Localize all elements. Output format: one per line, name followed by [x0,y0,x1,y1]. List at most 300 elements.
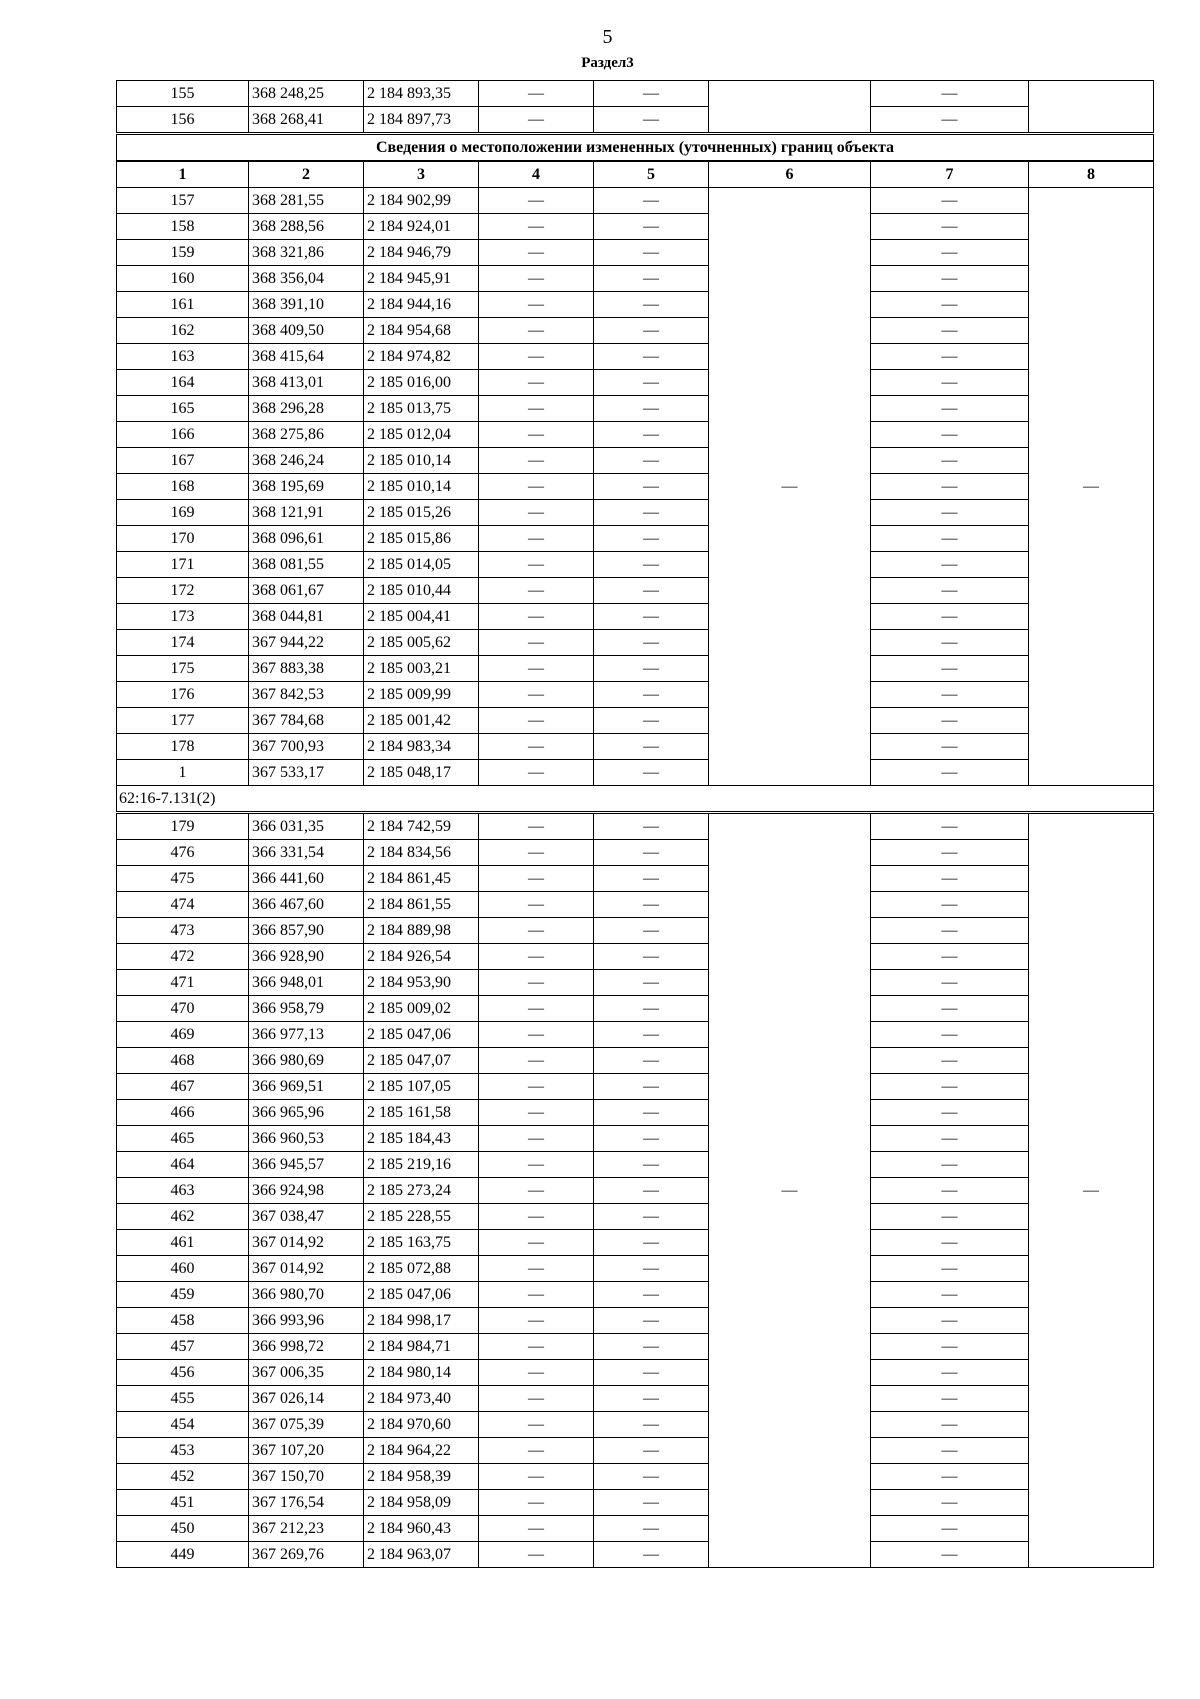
col4-dash-cell: — [479,1542,594,1568]
point-number-cell: 464 [117,1152,249,1178]
col7-dash-cell: — [871,656,1029,682]
col7-dash-cell: — [871,500,1029,526]
coord-x-cell: 368 391,10 [249,292,364,318]
coord-y-cell: 2 184 998,17 [364,1308,479,1334]
col4-dash-cell: — [479,656,594,682]
col7-dash-cell: — [871,526,1029,552]
table-row [117,81,1154,107]
col4-dash-cell: — [479,396,594,422]
table-row [117,892,1154,918]
col4-dash-cell: — [479,1438,594,1464]
coord-x-cell: 366 998,72 [249,1334,364,1360]
col7-dash-cell: — [871,81,1029,107]
col5-dash-cell: — [594,1516,709,1542]
table-row [117,604,1154,630]
col7-dash-cell: — [871,944,1029,970]
coord-x-cell: 366 980,69 [249,1048,364,1074]
col5-dash-cell: — [594,1074,709,1100]
table-row [117,1334,1154,1360]
col7-dash-cell: — [871,1334,1029,1360]
col4-dash-cell: — [479,630,594,656]
col7-dash-cell: — [871,604,1029,630]
point-number-cell: 163 [117,344,249,370]
col4-dash-cell: — [479,1152,594,1178]
coord-y-cell: 2 185 219,16 [364,1152,479,1178]
col5-dash-cell: — [594,422,709,448]
coord-y-cell: 2 184 902,99 [364,188,479,214]
col5-dash-cell: — [594,448,709,474]
col4-dash-cell: — [479,1022,594,1048]
table-row [117,396,1154,422]
col7-dash-cell: — [871,1282,1029,1308]
point-number-cell: 474 [117,892,249,918]
col5-dash-cell: — [594,866,709,892]
point-number-cell: 472 [117,944,249,970]
coord-x-cell: 367 014,92 [249,1230,364,1256]
point-number-cell: 159 [117,240,249,266]
table-row [117,1074,1154,1100]
object-label-row [117,786,1154,813]
coord-y-cell: 2 185 014,05 [364,552,479,578]
coord-y-cell: 2 184 980,14 [364,1360,479,1386]
point-number-cell: 471 [117,970,249,996]
table-row [117,500,1154,526]
col5-dash-cell: — [594,1412,709,1438]
coord-y-cell: 2 184 946,79 [364,240,479,266]
coord-y-cell: 2 185 016,00 [364,370,479,396]
table-row [117,344,1154,370]
col4-dash-cell: — [479,107,594,134]
coord-y-cell: 2 184 963,07 [364,1542,479,1568]
col5-dash-cell: — [594,1256,709,1282]
point-number-cell: 171 [117,552,249,578]
point-number-cell: 469 [117,1022,249,1048]
coord-y-cell: 2 184 964,22 [364,1438,479,1464]
coord-x-cell: 368 246,24 [249,448,364,474]
col5-dash-cell: — [594,1282,709,1308]
col7-dash-cell: — [871,840,1029,866]
col5-dash-cell: — [594,214,709,240]
coord-y-cell: 2 185 015,26 [364,500,479,526]
column-number-6: 6 [709,161,871,188]
col5-dash-cell: — [594,1334,709,1360]
coord-x-cell: 366 467,60 [249,892,364,918]
coord-y-cell: 2 184 945,91 [364,266,479,292]
col5-dash-cell: — [594,944,709,970]
col7-dash-cell: — [871,396,1029,422]
col5-dash-cell: — [594,107,709,134]
point-number-cell: 449 [117,1542,249,1568]
point-number-cell: 460 [117,1256,249,1282]
table-row [117,1126,1154,1152]
section-heading: Сведения о местоположении измененных (уточненных) границ объекта [117,134,1154,162]
table-row [117,240,1154,266]
column-number-3: 3 [364,161,479,188]
col5-dash-cell: — [594,240,709,266]
col5-dash-cell: — [594,292,709,318]
coord-x-cell: 366 958,79 [249,996,364,1022]
coord-x-cell: 368 081,55 [249,552,364,578]
point-number-cell: 1 [117,760,249,786]
col7-dash-cell: — [871,708,1029,734]
point-number-cell: 161 [117,292,249,318]
col7-dash-cell: — [871,292,1029,318]
coord-y-cell: 2 185 047,06 [364,1282,479,1308]
table-row [117,318,1154,344]
col5-dash-cell: — [594,708,709,734]
coord-x-cell: 368 288,56 [249,214,364,240]
point-number-cell: 450 [117,1516,249,1542]
point-number-cell: 177 [117,708,249,734]
coord-y-cell: 2 185 107,05 [364,1074,479,1100]
col5-dash-cell: — [594,370,709,396]
col4-dash-cell: — [479,1360,594,1386]
point-number-cell: 462 [117,1204,249,1230]
col4-dash-cell: — [479,918,594,944]
col4-dash-cell: — [479,240,594,266]
coord-x-cell: 368 356,04 [249,266,364,292]
point-number-cell: 451 [117,1490,249,1516]
col7-dash-cell: — [871,1464,1029,1490]
coord-x-cell: 367 883,38 [249,656,364,682]
col5-dash-cell: — [594,500,709,526]
point-number-cell: 176 [117,682,249,708]
col4-dash-cell: — [479,500,594,526]
col7-dash-cell: — [871,1412,1029,1438]
col7-dash-cell: — [871,266,1029,292]
coord-x-cell: 368 061,67 [249,578,364,604]
col7-dash-cell: — [871,682,1029,708]
coord-x-cell: 368 275,86 [249,422,364,448]
coord-x-cell: 367 014,92 [249,1256,364,1282]
table-row [117,918,1154,944]
col4-dash-cell: — [479,1412,594,1438]
col5-dash-cell: — [594,396,709,422]
coord-x-cell: 366 965,96 [249,1100,364,1126]
point-number-cell: 455 [117,1386,249,1412]
coord-x-cell: 366 924,98 [249,1178,364,1204]
coord-x-cell: 367 176,54 [249,1490,364,1516]
col5-dash-cell: — [594,318,709,344]
col4-dash-cell: — [479,318,594,344]
coord-x-cell: 367 842,53 [249,682,364,708]
point-number-cell: 476 [117,840,249,866]
col4-dash-cell: — [479,1230,594,1256]
col5-dash-cell: — [594,1152,709,1178]
coord-y-cell: 2 184 983,34 [364,734,479,760]
point-number-cell: 465 [117,1126,249,1152]
col5-dash-cell: — [594,760,709,786]
coord-y-cell: 2 185 048,17 [364,760,479,786]
col4-dash-cell: — [479,1386,594,1412]
col4-dash-cell: — [479,266,594,292]
table-row [117,1464,1154,1490]
table-row [117,1360,1154,1386]
coord-y-cell: 2 184 944,16 [364,292,479,318]
coord-x-cell: 368 321,86 [249,240,364,266]
col5-dash-cell: — [594,604,709,630]
col4-dash-cell: — [479,188,594,214]
col4-dash-cell: — [479,996,594,1022]
coord-x-cell: 367 944,22 [249,630,364,656]
col7-dash-cell: — [871,866,1029,892]
point-number-cell: 466 [117,1100,249,1126]
coord-y-cell: 2 184 861,45 [364,866,479,892]
table-row [117,370,1154,396]
coord-x-cell: 366 993,96 [249,1308,364,1334]
col4-dash-cell: — [479,813,594,840]
coord-y-cell: 2 185 001,42 [364,708,479,734]
table-row [117,1178,1154,1204]
point-number-cell: 179 [117,813,249,840]
col7-dash-cell: — [871,892,1029,918]
col5-dash-cell: — [594,188,709,214]
table-row [117,526,1154,552]
col4-dash-cell: — [479,944,594,970]
col5-dash-cell: — [594,918,709,944]
table-row [117,1516,1154,1542]
coord-x-cell: 366 977,13 [249,1022,364,1048]
column-number-7: 7 [871,161,1029,188]
coord-x-cell: 368 415,64 [249,344,364,370]
col4-dash-cell: — [479,892,594,918]
table-row [117,578,1154,604]
col7-dash-cell: — [871,448,1029,474]
col5-dash-cell: — [594,1360,709,1386]
col7-dash-cell: — [871,318,1029,344]
col7-dash-cell: — [871,422,1029,448]
table-row [117,448,1154,474]
coord-y-cell: 2 184 953,90 [364,970,479,996]
col5-dash-cell: — [594,996,709,1022]
point-number-cell: 473 [117,918,249,944]
coord-y-cell: 2 185 010,14 [364,474,479,500]
coord-y-cell: 2 184 861,55 [364,892,479,918]
col4-dash-cell: — [479,840,594,866]
table-row [117,188,1154,214]
object-label: 62:16-7.131(2) [117,786,1154,813]
col5-dash-cell: — [594,1464,709,1490]
point-number-cell: 452 [117,1464,249,1490]
col7-dash-cell: — [871,1542,1029,1568]
col4-dash-cell: — [479,1464,594,1490]
coord-x-cell: 366 928,90 [249,944,364,970]
coord-x-cell: 367 107,20 [249,1438,364,1464]
col4-dash-cell: — [479,1126,594,1152]
table-row [117,1022,1154,1048]
col4-dash-cell: — [479,292,594,318]
coord-y-cell: 2 184 954,68 [364,318,479,344]
coord-y-cell: 2 185 047,06 [364,1022,479,1048]
col5-dash-cell: — [594,474,709,500]
coord-x-cell: 367 700,93 [249,734,364,760]
col5-dash-cell: — [594,1048,709,1074]
coord-x-cell: 366 331,54 [249,840,364,866]
coord-y-cell: 2 184 974,82 [364,344,479,370]
col7-dash-cell: — [871,813,1029,840]
table-row [117,1542,1154,1568]
col5-dash-cell: — [594,1178,709,1204]
coord-y-cell: 2 185 010,14 [364,448,479,474]
coord-y-cell: 2 185 161,58 [364,1100,479,1126]
heading-row [117,134,1154,162]
point-number-cell: 453 [117,1438,249,1464]
col5-dash-cell: — [594,1308,709,1334]
point-number-cell: 169 [117,500,249,526]
table-row [117,1386,1154,1412]
column-numbers-row [117,161,1154,188]
point-number-cell: 170 [117,526,249,552]
table-row [117,1048,1154,1074]
col4-dash-cell: — [479,1282,594,1308]
col5-dash-cell: — [594,344,709,370]
col4-dash-cell: — [479,526,594,552]
point-number-cell: 456 [117,1360,249,1386]
col4-dash-cell: — [479,1100,594,1126]
col4-dash-cell: — [479,422,594,448]
col4-dash-cell: — [479,1178,594,1204]
col4-dash-cell: — [479,734,594,760]
point-number-cell: 470 [117,996,249,1022]
coord-x-cell: 368 121,91 [249,500,364,526]
coord-x-cell: 367 269,76 [249,1542,364,1568]
coord-x-cell: 368 044,81 [249,604,364,630]
col4-dash-cell: — [479,1074,594,1100]
coord-x-cell: 368 096,61 [249,526,364,552]
col5-dash-cell: — [594,1438,709,1464]
column-number-5: 5 [594,161,709,188]
table-row [117,1282,1154,1308]
coord-x-cell: 368 296,28 [249,396,364,422]
col4-dash-cell: — [479,344,594,370]
table-row [117,760,1154,786]
table-row [117,630,1154,656]
col5-dash-cell: — [594,266,709,292]
col7-dash-cell: — [871,1490,1029,1516]
table-row [117,474,1154,500]
col4-dash-cell: — [479,448,594,474]
col7-dash-cell: — [871,107,1029,134]
coord-x-cell: 366 948,01 [249,970,364,996]
table-row [117,1256,1154,1282]
coord-x-cell: 368 413,01 [249,370,364,396]
col5-dash-cell: — [594,1386,709,1412]
coord-y-cell: 2 184 958,09 [364,1490,479,1516]
point-number-cell: 467 [117,1074,249,1100]
col4-dash-cell: — [479,1308,594,1334]
coord-y-cell: 2 185 163,75 [364,1230,479,1256]
point-number-cell: 461 [117,1230,249,1256]
col4-dash-cell: — [479,1334,594,1360]
coord-y-cell: 2 185 004,41 [364,604,479,630]
point-number-cell: 167 [117,448,249,474]
coord-x-cell: 368 409,50 [249,318,364,344]
col4-dash-cell: — [479,1516,594,1542]
col7-dash-cell: — [871,1360,1029,1386]
column-number-1: 1 [117,161,249,188]
table-row [117,422,1154,448]
col7-dash-cell: — [871,970,1029,996]
coord-x-cell: 366 441,60 [249,866,364,892]
col7-dash-cell: — [871,760,1029,786]
table-row [117,840,1154,866]
column-number-4: 4 [479,161,594,188]
coord-x-cell: 368 195,69 [249,474,364,500]
col8-merged-cell: — [1029,813,1154,1568]
table-row [117,266,1154,292]
table-row [117,1230,1154,1256]
coord-y-cell: 2 184 984,71 [364,1334,479,1360]
point-number-cell: 166 [117,422,249,448]
coord-y-cell: 2 184 742,59 [364,813,479,840]
table-row [117,1412,1154,1438]
coord-x-cell: 368 281,55 [249,188,364,214]
col6-merged-cell: — [709,813,871,1568]
point-number-cell: 162 [117,318,249,344]
col5-dash-cell: — [594,734,709,760]
col5-dash-cell: — [594,81,709,107]
table-row [117,944,1154,970]
col5-dash-cell: — [594,630,709,656]
point-number-cell: 463 [117,1178,249,1204]
col5-dash-cell: — [594,892,709,918]
col7-dash-cell: — [871,1308,1029,1334]
col4-dash-cell: — [479,682,594,708]
coord-y-cell: 2 184 893,35 [364,81,479,107]
col4-dash-cell: — [479,214,594,240]
coord-y-cell: 2 185 228,55 [364,1204,479,1230]
coord-y-cell: 2 184 834,56 [364,840,479,866]
col4-dash-cell: — [479,474,594,500]
col4-dash-cell: — [479,578,594,604]
col4-dash-cell: — [479,708,594,734]
point-number-cell: 173 [117,604,249,630]
col5-dash-cell: — [594,970,709,996]
coord-y-cell: 2 185 009,99 [364,682,479,708]
coord-x-cell: 367 212,23 [249,1516,364,1542]
point-number-cell: 174 [117,630,249,656]
col5-dash-cell: — [594,552,709,578]
coord-x-cell: 367 784,68 [249,708,364,734]
point-number-cell: 468 [117,1048,249,1074]
coord-y-cell: 2 185 003,21 [364,656,479,682]
table-row [117,734,1154,760]
coord-x-cell: 367 006,35 [249,1360,364,1386]
col7-dash-cell: — [871,630,1029,656]
coord-y-cell: 2 184 926,54 [364,944,479,970]
col4-dash-cell: — [479,970,594,996]
coord-y-cell: 2 185 013,75 [364,396,479,422]
point-number-cell: 165 [117,396,249,422]
col7-dash-cell: — [871,1204,1029,1230]
coord-y-cell: 2 184 924,01 [364,214,479,240]
col5-dash-cell: — [594,1126,709,1152]
coord-y-cell: 2 184 973,40 [364,1386,479,1412]
col8-merged-cell [1029,81,1154,134]
coord-x-cell: 368 248,25 [249,81,364,107]
table-row [117,1438,1154,1464]
table-row [117,552,1154,578]
coord-y-cell: 2 185 009,02 [364,996,479,1022]
col7-dash-cell: — [871,578,1029,604]
coord-x-cell: 367 075,39 [249,1412,364,1438]
coord-y-cell: 2 185 015,86 [364,526,479,552]
col5-dash-cell: — [594,682,709,708]
point-number-cell: 459 [117,1282,249,1308]
point-number-cell: 454 [117,1412,249,1438]
col4-dash-cell: — [479,1204,594,1230]
coord-y-cell: 2 184 897,73 [364,107,479,134]
